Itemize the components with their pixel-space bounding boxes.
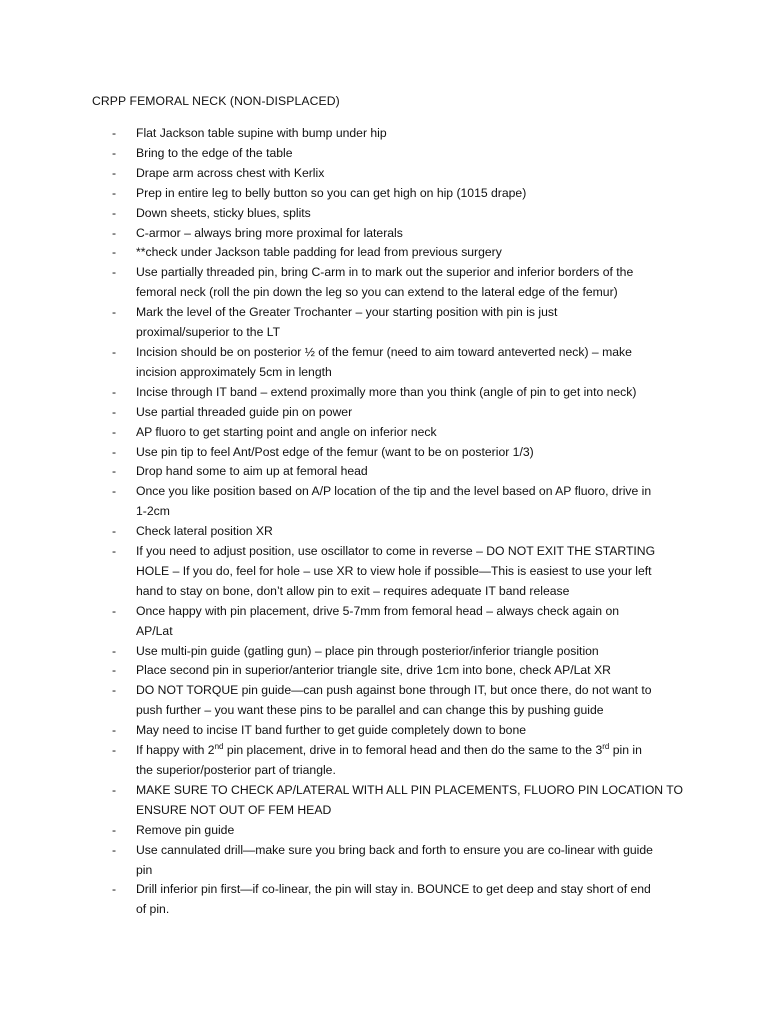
list-item-line: Down sheets, sticky blues, splits: [136, 205, 311, 220]
bullet-dash: -: [112, 524, 117, 539]
list-item: [0, 423, 706, 443]
list-item-line: incision approximately 5cm in length: [136, 364, 332, 379]
bullet-dash: -: [112, 185, 117, 200]
bullet-dash: -: [112, 484, 117, 499]
list-item: [0, 721, 706, 741]
list-item-line: the superior/posterior part of triangle.: [136, 763, 336, 777]
list-item: [0, 144, 706, 164]
list-item-line: Flat Jackson table supine with bump under hip: [136, 126, 387, 140]
list-item-line: Drop hand some to aim up at femoral head: [136, 464, 368, 479]
list-item-line: hand to stay on bone, don’t allow pin to exit – requires adequate IT band release: [136, 583, 570, 598]
bullet-dash: -: [112, 544, 117, 559]
bullet-dash: -: [112, 245, 117, 260]
list-item-line: Drape arm across chest with Kerlix: [136, 165, 325, 180]
list-item: [0, 522, 706, 542]
bullet-dash: -: [112, 225, 117, 240]
bullet-dash: -: [112, 822, 117, 837]
list-item-line: Check lateral position XR: [136, 524, 273, 539]
list-item-line: Once happy with pin placement, drive 5-7mm from femoral head – always check again on: [136, 603, 620, 618]
list-item-line: Use multi-pin guide (gatling gun) – place pin through posterior/inferior triangle position: [136, 643, 599, 658]
list-item-line: Remove pin guide: [136, 822, 235, 837]
list-item-line: proximal/superior to the LT: [136, 325, 281, 340]
bullet-dash: -: [112, 743, 117, 758]
bullet-dash: -: [112, 424, 117, 439]
list-item-line: ENSURE NOT OUT OF FEM HEAD: [136, 802, 332, 817]
list-item: [0, 661, 706, 681]
list-item-line: Use pin tip to feel Ant/Post edge of the femur (want to be on posterior 1/3): [136, 444, 534, 459]
list-item-line: If you need to adjust position, use oscillator to come in reverse – DO NOT EXIT THE STARTING: [136, 544, 656, 559]
list-item-line: AP fluoro to get starting point and angle on inferior neck: [136, 424, 437, 439]
bullet-dash: -: [112, 643, 117, 658]
list-item-line: [136, 741, 706, 761]
text-segment: pin placement, drive in to femoral head and then do the same to the 3: [223, 743, 603, 758]
list-item: [0, 164, 706, 184]
bullet-dash: -: [112, 663, 117, 678]
list-item-line: Incise through IT band – extend proximally more than you think (angle of pin to get into neck): [136, 384, 637, 399]
bullet-dash: -: [112, 683, 117, 698]
list-item-line: May need to incise IT band further to get guide completely down to bone: [136, 723, 527, 738]
list-item: [0, 462, 706, 482]
list-item-line: Place second pin in superior/anterior triangle site, drive 1cm into bone, check AP/Lat XR: [136, 663, 611, 678]
list-item-line: Bring to the edge of the table: [136, 145, 293, 160]
list-item: [0, 841, 706, 881]
list-item-line: femoral neck (roll the pin down the leg so you can extend to the lateral edge of the femur): [136, 285, 618, 300]
list-item-line: Mark the level of the Greater Trochanter – your starting position with pin is just: [136, 305, 558, 320]
list-item: [0, 781, 706, 821]
ordinal-suffix: rd: [602, 742, 610, 752]
text-segment: pin in: [609, 743, 642, 758]
list-item-line: Use partially threaded pin, bring C-arm in to mark out the superior and inferior borders of the: [136, 265, 634, 280]
list-item-line: Incision should be on posterior ½ of the femur (need to aim toward anteverted neck) – make: [136, 344, 632, 359]
list-item: [0, 821, 706, 841]
list-item-line: push further – you want these pins to be parallel and can change this by pushing guide: [136, 703, 604, 718]
list-item-line: Prep in entire leg to belly button so you can get high on hip (1015 drape): [136, 185, 527, 200]
document-title: CRPP FEMORAL NECK (NON-DISPLACED): [92, 94, 340, 108]
list-item: [0, 741, 706, 781]
list-item-line: pin: [136, 862, 153, 877]
list-item: [0, 184, 706, 204]
bullet-dash: -: [112, 265, 117, 280]
bullet-dash: -: [112, 305, 117, 320]
list-item-line: Use cannulated drill—make sure you bring back and forth to ensure you are co-linear with guide: [136, 842, 653, 857]
list-item: [0, 263, 706, 303]
list-item: [0, 124, 706, 144]
bullet-dash: -: [112, 603, 117, 618]
list-item-line: AP/Lat: [136, 623, 173, 638]
list-item: [0, 681, 706, 721]
list-item-line: Once you like position based on A/P location of the tip and the level based on AP fluoro, drive in: [136, 484, 652, 499]
bullet-dash: -: [112, 723, 117, 738]
bullet-dash: -: [112, 205, 117, 220]
list-item: [0, 880, 706, 920]
list-item: [0, 204, 706, 224]
bullet-dash: -: [112, 165, 117, 180]
procedure-steps-list: [0, 124, 768, 920]
list-item-line: HOLE – If you do, feel for hole – use XR to view hole if possible—This is easiest to use your left: [136, 563, 652, 578]
bullet-dash: -: [112, 464, 117, 479]
list-item-line: DO NOT TORQUE pin guide—can push against bone through IT, but once there, do not want to: [136, 683, 652, 698]
list-item: [0, 443, 706, 463]
list-item: [0, 542, 706, 602]
list-item-line: MAKE SURE TO CHECK AP/LATERAL WITH ALL PIN PLACEMENTS, FLUORO PIN LOCATION TO: [136, 782, 683, 797]
ordinal-suffix: nd: [214, 742, 224, 752]
bullet-dash: -: [112, 344, 117, 359]
list-item-line: 1-2cm: [136, 504, 170, 519]
bullet-dash: -: [112, 842, 117, 857]
list-item: [0, 383, 706, 403]
list-item-line: C-armor – always bring more proximal for laterals: [136, 225, 403, 240]
list-item: [0, 243, 706, 263]
list-item-line: **check under Jackson table padding for lead from previous surgery: [136, 245, 502, 260]
list-item-line: of pin.: [136, 902, 170, 917]
list-item: [0, 602, 706, 642]
bullet-dash: -: [112, 444, 117, 459]
bullet-dash: -: [112, 145, 117, 160]
bullet-dash: -: [112, 126, 117, 140]
bullet-dash: -: [112, 404, 117, 419]
list-item: [0, 403, 706, 423]
list-item: [0, 224, 706, 244]
bullet-dash: -: [112, 882, 117, 897]
bullet-dash: -: [112, 384, 117, 399]
list-item: [0, 303, 706, 343]
list-item: [0, 482, 706, 522]
text-segment: If happy with 2: [136, 743, 215, 758]
list-item-line: Drill inferior pin first—if co-linear, the pin will stay in. BOUNCE to get deep and stay short of end: [136, 882, 651, 897]
list-item: [0, 343, 706, 383]
list-item: [0, 642, 706, 662]
list-item-line: Use partial threaded guide pin on power: [136, 404, 353, 419]
bullet-dash: -: [112, 782, 117, 797]
